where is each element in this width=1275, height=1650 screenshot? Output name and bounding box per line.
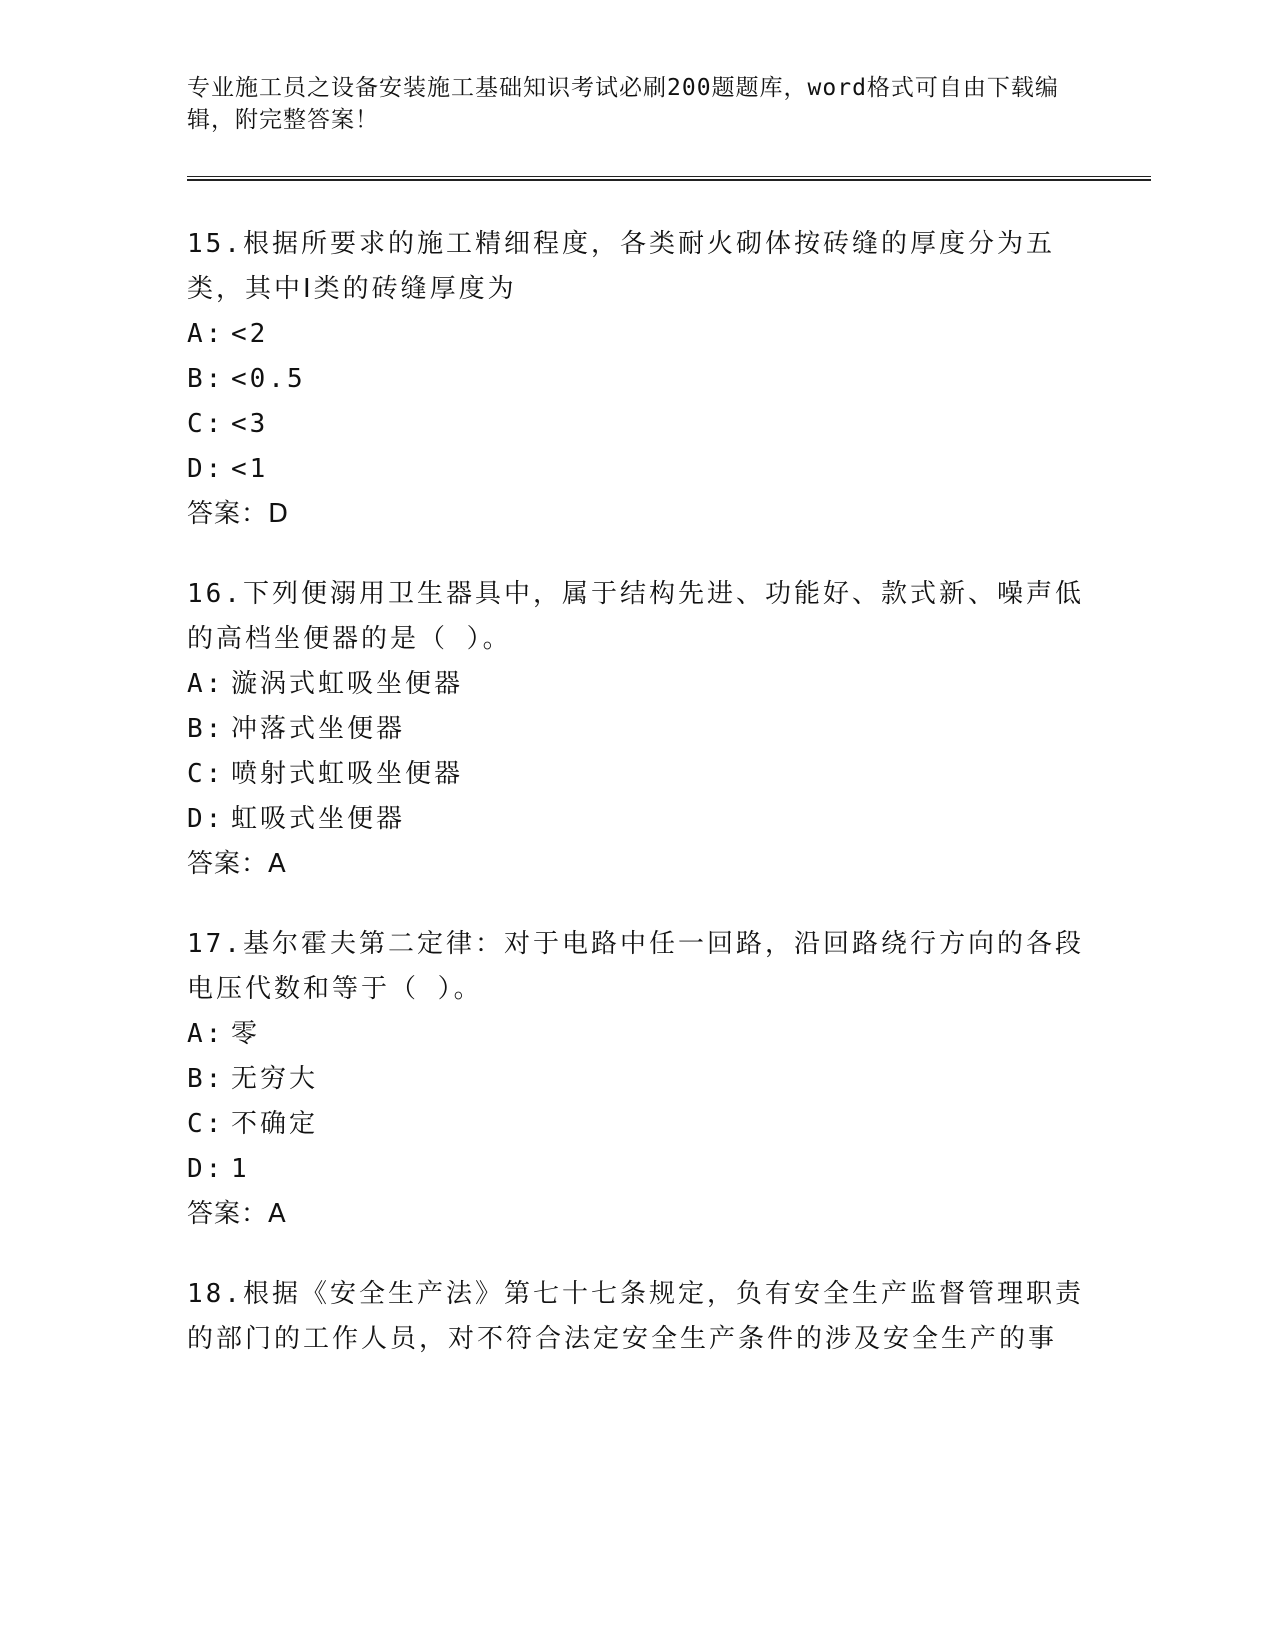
option-d: [187, 797, 1087, 842]
option-text: <2: [231, 319, 269, 349]
option-d: [187, 447, 1087, 492]
document-header: 专业施工员之设备安装施工基础知识考试必刷200题题库，word格式可自由下载编辑，附完整答案！: [187, 75, 1059, 133]
option-d: [187, 1147, 1087, 1192]
option-text: 冲落式坐便器: [231, 714, 406, 744]
option-text: <0.5: [231, 364, 306, 394]
option-text: 无穷大: [231, 1064, 319, 1094]
option-b: [187, 357, 1087, 402]
answer-line: 答案：D: [187, 499, 290, 529]
option-a: [187, 662, 1087, 707]
answer-line: 答案：A: [187, 1199, 287, 1229]
option-text: <1: [231, 454, 269, 484]
answer-line: 答案：A: [187, 849, 287, 879]
option-c: [187, 752, 1087, 797]
option-letter: B:: [187, 1064, 225, 1094]
question-16: [187, 572, 1087, 887]
option-c: [187, 402, 1087, 447]
option-a: [187, 312, 1087, 357]
option-a: [187, 1012, 1087, 1057]
question-stem: 16.下列便溺用卫生器具中，属于结构先进、功能好、款式新、噪声低的高档坐便器的是（ ）。: [187, 579, 1084, 654]
option-text: 不确定: [231, 1109, 319, 1139]
option-letter: C:: [187, 409, 225, 439]
option-letter: A:: [187, 669, 225, 699]
question-15: [187, 222, 1087, 537]
option-letter: C:: [187, 759, 225, 789]
option-text: 漩涡式虹吸坐便器: [231, 669, 464, 699]
question-stem: 17.基尔霍夫第二定律：对于电路中任一回路，沿回路绕行方向的各段电压代数和等于（ ）。: [187, 929, 1084, 1004]
option-text: 喷射式虹吸坐便器: [231, 759, 464, 789]
option-letter: C:: [187, 1109, 225, 1139]
option-text: <3: [231, 409, 269, 439]
option-letter: D:: [187, 454, 225, 484]
option-letter: A:: [187, 319, 225, 349]
option-text: 1: [231, 1154, 250, 1184]
question-stem: 15.根据所要求的施工精细程度，各类耐火砌体按砖缝的厚度分为五类，其中Ⅰ类的砖缝厚度为: [187, 229, 1055, 304]
option-letter: D:: [187, 1154, 225, 1184]
option-letter: B:: [187, 364, 225, 394]
option-text: 虹吸式坐便器: [231, 804, 406, 834]
option-letter: A:: [187, 1019, 225, 1049]
option-letter: D:: [187, 804, 225, 834]
option-b: [187, 1057, 1087, 1102]
question-17: [187, 922, 1087, 1237]
option-c: [187, 1102, 1087, 1147]
header-divider: [187, 176, 1151, 181]
option-letter: B:: [187, 714, 225, 744]
option-text: 零: [231, 1019, 261, 1049]
question-18: [187, 1272, 1087, 1362]
option-b: [187, 707, 1087, 752]
question-stem: 18.根据《安全生产法》第七十七条规定，负有安全生产监督管理职责的部门的工作人员，对不符合法定安全生产条件的涉及安全生产的事: [187, 1279, 1084, 1354]
